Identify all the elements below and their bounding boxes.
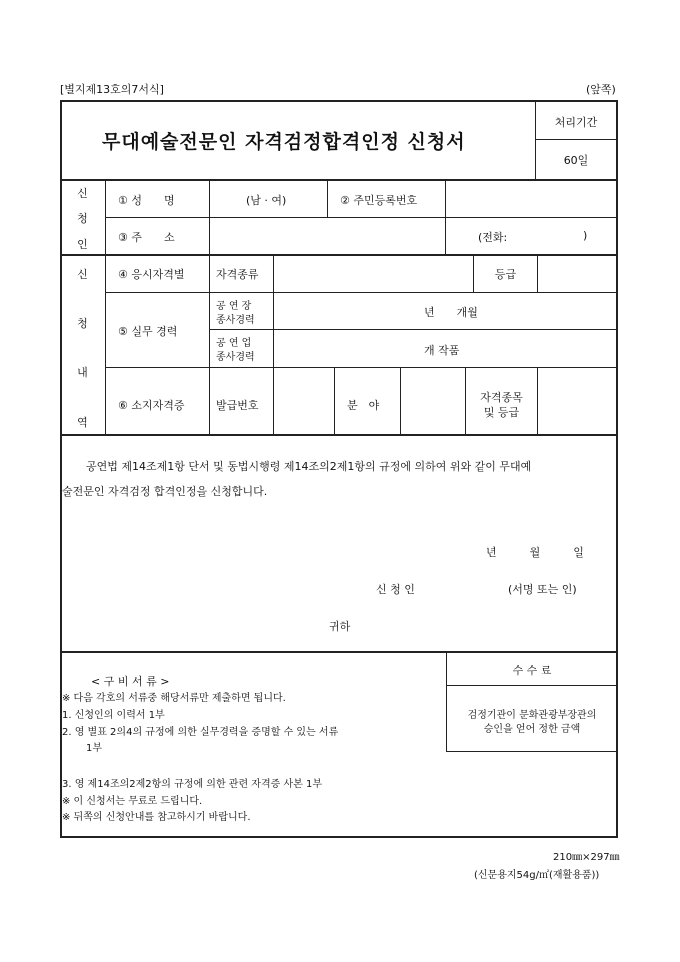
venue-experience-unit: 년 개월 [424,306,478,319]
address-label: ③ 주 소 [118,231,175,244]
industry-experience-unit: 개 작품 [424,344,460,357]
certificate-grade-label: 자격종목 [480,391,523,404]
applicant-section-char: 인 [77,238,88,251]
grade-label: 등급 [494,268,517,281]
venue-experience-label: 종사경력 [216,315,255,326]
fee-description: 승인을 얻어 정한 금액 [483,724,581,735]
details-section-char: 청 [77,317,88,330]
industry-experience-label: 종사경력 [216,352,255,363]
paper-size: 210㎜×297㎜ [553,852,620,863]
industry-experience-label: 공 연 업 [216,338,252,349]
details-section-char: 신 [77,268,88,281]
venue-experience-label: 공 연 장 [216,301,252,312]
processing-period-label: 처리기간 [554,116,598,129]
attachments-note: ※ 다음 각호의 서류중 해당서류만 제출하면 됩니다. [62,693,286,704]
details-section-char: 내 [77,366,88,379]
field-label: 분 야 [347,399,380,412]
processing-period-value: 60일 [563,154,589,167]
applicant-section-char: 청 [77,212,88,225]
attachment-item: 1. 신청인의 이력서 1부 [62,710,165,721]
name-label: ① 성 명 [118,194,175,207]
attachments-note: ※ 이 신청서는 무료로 드립니다. [62,796,203,807]
attachments-heading: < 구 비 서 류 > [91,675,170,688]
paper-spec: (신문용지54g/㎡(재활용품)) [474,870,600,881]
form-number: [별지제13호의7서식] [60,83,164,96]
applicant-section-char: 신 [77,187,88,200]
rrn-label: ② 주민등록번호 [340,194,418,207]
issue-number-label: 발급번호 [216,399,259,412]
attachments-note: ※ 뒤쪽의 신청안내를 참고하시기 바랍니다. [62,812,251,823]
form-title: 무대예술전문인 자격검정합격인정 신청서 [102,131,466,153]
applicant-signature-label: 신 청 인 [376,583,415,596]
application-date: 년 월 일 [486,546,584,559]
attachment-item: 2. 영 별표 2의4의 규정에 의한 실무경력을 증명할 수 있는 서류 [62,727,339,738]
statement-text: 술전문인 자격검정 합격인정을 신청합니다. [62,485,268,498]
qualification-kind-label: 자격종류 [216,268,259,281]
signature-note: (서명 또는 인) [508,583,577,596]
gender-label: (남 · 여) [246,194,287,207]
details-section-char: 역 [77,416,88,429]
phone-close: ) [583,229,588,242]
phone-label: (전화: [478,231,508,244]
experience-label: ⑤ 실무 경력 [118,325,178,338]
fee-label: 수 수 료 [512,664,552,677]
addressee: 귀하 [329,620,351,633]
qualification-type-label: ④ 응시자격별 [118,268,185,281]
fee-description: 검정기관이 문화관광부장관의 [467,710,597,721]
page-side-label: (앞쪽) [586,83,616,96]
certificate-label: ⑥ 소지자격증 [118,399,185,412]
statement-text: 공연법 제14조제1항 단서 및 동법시행령 제14조의2제1항의 규정에 의하여 위와 같이 무대예 [86,460,532,473]
attachment-item: 3. 영 제14조의2제2항의 규정에 의한 관련 자격증 사본 1부 [62,779,322,790]
certificate-grade-label: 및 등급 [483,406,520,419]
attachment-item: 1부 [86,743,103,754]
